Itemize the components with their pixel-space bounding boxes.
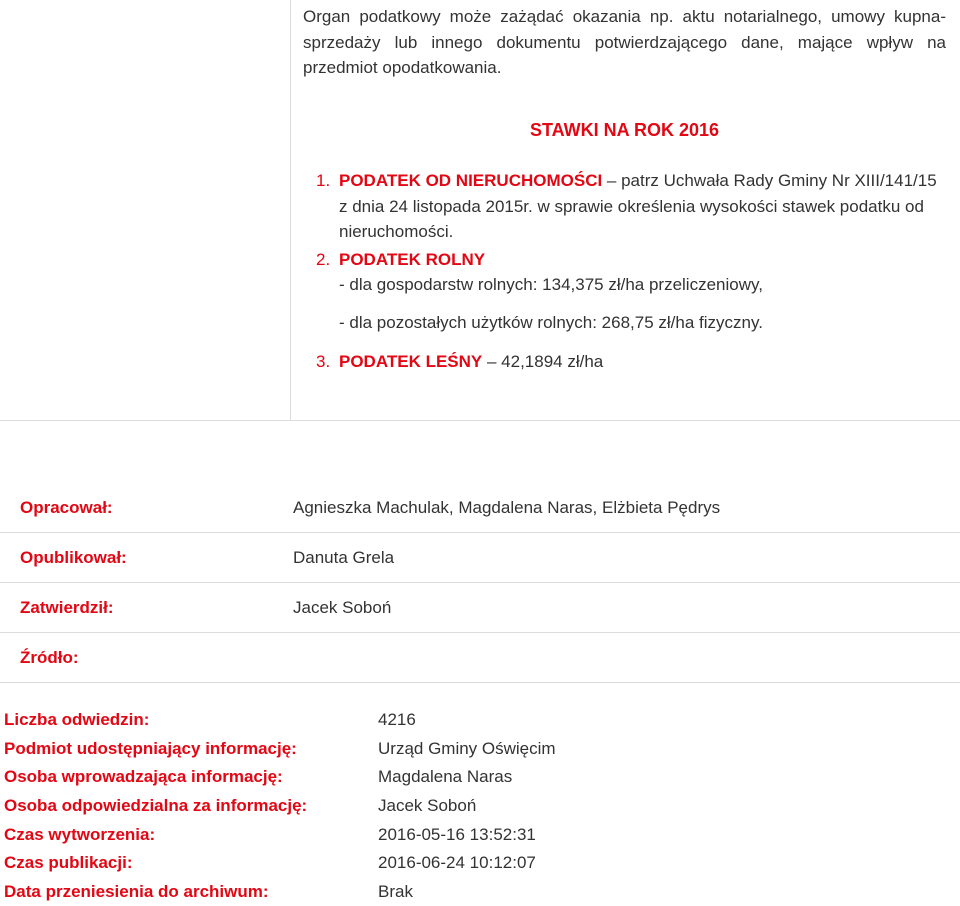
- rates-list: [303, 168, 946, 375]
- list-item-agricultural-tax: [303, 247, 946, 336]
- info-row-entered-by: [4, 763, 556, 792]
- meta-row-author: [0, 483, 960, 533]
- info-label: Czas publikacji:: [4, 853, 133, 873]
- info-label: Czas wytworzenia:: [4, 824, 156, 844]
- info-row-published: [4, 849, 556, 878]
- info-row-created: [4, 820, 556, 849]
- info-label: Podmiot udostępniający informację:: [4, 738, 297, 758]
- info-value: Jacek Soboń: [378, 796, 477, 816]
- info-row-archived: [4, 878, 556, 906]
- article-content: [303, 0, 946, 371]
- intro-paragraph: Organ podatkowy może zażądać okazania np. aktu notarialnego, umowy kupna-sprzedaży lub innego dokumentu potwierdzającego dane, mające wpływ na przedmiot opodatkowania.: [303, 7, 946, 77]
- info-row-responsible: [4, 792, 556, 821]
- list-item-forest-tax: [303, 349, 946, 375]
- list-number: 2.: [316, 249, 331, 269]
- list-item-property-tax: [303, 168, 946, 245]
- item-title: PODATEK LEŚNY: [339, 352, 483, 371]
- info-value: Urząd Gminy Oświęcim: [378, 738, 556, 758]
- info-label: Osoba wprowadzająca informację:: [4, 767, 283, 787]
- list-number: 3.: [316, 352, 331, 371]
- info-label: Liczba odwiedzin:: [4, 710, 150, 730]
- rates-heading: STAWKI NA ROK 2016: [529, 120, 720, 140]
- info-value: 4216: [378, 710, 416, 730]
- info-value: Brak: [378, 881, 413, 901]
- info-table: [4, 706, 556, 906]
- item-title: PODATEK ROLNY: [339, 249, 486, 269]
- info-row-visits: [4, 706, 556, 735]
- info-label: Osoba odpowiedzialna za informację:: [4, 796, 308, 816]
- info-value: 2016-05-16 13:52:31: [378, 824, 536, 844]
- meta-row-source: [0, 633, 960, 683]
- meta-label: Zatwierdził:: [20, 597, 114, 617]
- left-column: [0, 0, 291, 420]
- list-number: 1.: [316, 171, 331, 190]
- item-title: PODATEK OD NIERUCHOMOŚCI: [339, 171, 603, 190]
- info-label: Data przeniesienia do archiwum:: [4, 881, 269, 901]
- meta-value: Jacek Soboń: [293, 597, 392, 617]
- info-value: Magdalena Naras: [378, 767, 513, 787]
- item-subline: - dla pozostałych użytków rolnych: 268,75 zł/ha fizyczny.: [339, 312, 763, 332]
- meta-label: Opublikował:: [20, 547, 127, 567]
- item-subline: - dla gospodarstw rolnych: 134,375 zł/ha przeliczeniowy,: [339, 275, 763, 294]
- meta-label: Opracował:: [20, 497, 113, 517]
- metadata-table: [0, 483, 960, 683]
- meta-row-approver: [0, 583, 960, 633]
- info-row-entity: [4, 735, 556, 764]
- meta-row-publisher: [0, 533, 960, 583]
- item-text: – patrz Uchwała Rady Gminy Nr XIII/141/15 z dnia 24 listopada 2015r. w sprawie określenia wysokości stawek podatku od nieruchomości.: [339, 171, 937, 241]
- meta-label: Źródło:: [20, 647, 79, 667]
- meta-value: Danuta Grela: [293, 547, 395, 567]
- info-value: 2016-06-24 10:12:07: [378, 853, 536, 873]
- meta-value: Agnieszka Machulak, Magdalena Naras, Elżbieta Pędrys: [293, 497, 721, 517]
- item-text: – 42,1894 zł/ha: [482, 352, 604, 371]
